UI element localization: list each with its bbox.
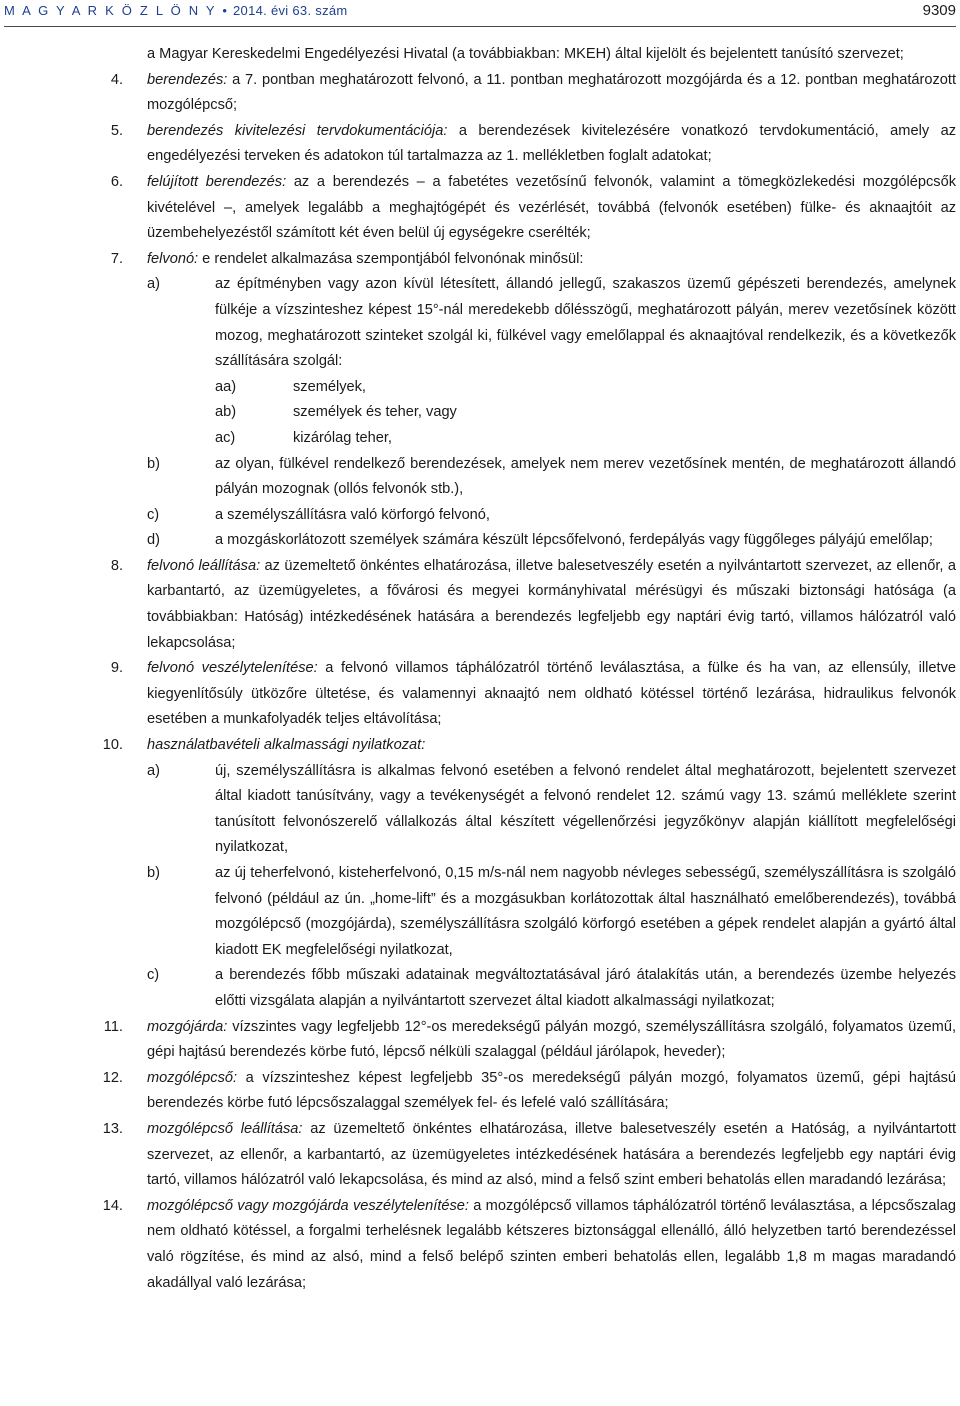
definition-item-9 <box>0 656 960 733</box>
defined-term: mozgójárda: <box>147 1018 228 1035</box>
defined-term: mozgólépcső: <box>147 1069 238 1086</box>
definition-item-13 <box>0 1117 960 1194</box>
sub-sub-item-text: személyek, <box>293 378 366 395</box>
defined-term: felvonó veszélytelenítése: <box>147 660 318 677</box>
defined-term: mozgólépcső leállítása: <box>147 1120 303 1137</box>
sub-item-10c <box>0 963 960 1014</box>
definition-item-4 <box>0 68 960 119</box>
item-number: 9. <box>110 660 123 677</box>
sub-item-text: az új teherfelvonó, kisteherfelvonó, 0,15 m/s-nál nem nagyobb névleges sebességű, személyszállításra is szolgáló felvonó (például az ún. „home-lift” és a mozgásukban korlátozottak által használható emelőberendezés), továbbá mozgólépcső (mozgójárda), személyszállításra szolgáló körforgó esetében a gépek rendelet alapján a gyártó által kiadott EK megfelelőségi nyilatkozat, <box>215 865 956 958</box>
sub-item-text: új, személyszállításra is alkalmas felvonó esetében a felvonó rendelet által meghatározott, bejelentett szervezet által kiadott tanúsítvány, vagy a tevékenységét a felvonó rendelet 12. számú vagy 13. számú melléklete szerint tanúsított felvonószerelő vállalkozás által készített végellenőrzési jegyzőkönyv alapján kiállított megfelelőségi nyilatkozat, <box>215 762 956 856</box>
sub-sub-item-label: aa) <box>215 378 237 395</box>
item-number: 13. <box>102 1120 123 1137</box>
item-number: 8. <box>110 557 123 574</box>
item-number: 6. <box>110 173 123 190</box>
sub-sub-item-text: személyek és teher, vagy <box>293 404 457 421</box>
defined-term: felújított berendezés: <box>147 173 287 190</box>
sub-item-label: b) <box>147 455 160 472</box>
sub-item-7b <box>0 452 960 503</box>
definition-item-14 <box>0 1194 960 1296</box>
definition-item-10 <box>0 733 960 759</box>
defined-term: felvonó: <box>147 250 199 267</box>
definition-text: a felvonó villamos táphálózatról történő leválasztása, a fülke és ha van, az ellensúly, illetve kiegyenlítősúly ütközőre ültetése, és valamennyi aknaajtó nem oldható kötéssel történő lezárása, hidraulikus felvonók esetében a munkafolyadék teljes eltávolítása; <box>147 660 956 728</box>
issue-label: 2014. évi 63. szám <box>233 3 348 18</box>
sub-item-label: b) <box>147 865 160 881</box>
sub-sub-item-ab <box>0 400 960 426</box>
sub-item-7d <box>0 528 960 554</box>
definition-item-8 <box>0 554 960 656</box>
definition-text: a vízszinteshez képest legfeljebb 35°-os meredekségű pályán mozgó, folyamatos üzemű, gépi hajtású berendezés körbe futó lépcsőszalaggal személyek fel- és lefelé való szállítására; <box>147 1069 956 1112</box>
sub-item-label: c) <box>147 967 160 984</box>
sub-item-7c <box>0 503 960 529</box>
item-number: 12. <box>102 1069 123 1086</box>
sub-item-label: a) <box>147 762 160 779</box>
journal-header <box>4 3 348 18</box>
defined-term: mozgólépcső vagy mozgójárda veszélytelenítése: <box>147 1197 469 1214</box>
sub-sub-item-label: ab) <box>215 404 237 421</box>
sub-item-label: d) <box>147 532 160 549</box>
definition-text: a 7. pontban meghatározott felvonó, a 11. pontban meghatározott mozgójárda és a 12. pontban meghatározott mozgólépcső; <box>147 71 956 114</box>
journal-title: M A G Y A R K Ö Z L Ö N Y <box>4 3 217 18</box>
sub-item-text: a berendezés főbb műszaki adatainak megváltoztatásával járó átalakítás után, a berendezés üzembe helyezés előtti vizsgálata alapján a nyilvántartott szervezet által kiadott alkalmassági nyilatkozat; <box>215 967 956 1009</box>
defined-term: felvonó leállítása: <box>147 557 261 574</box>
defined-term: használatbavételi alkalmassági nyilatkozat: <box>147 737 426 754</box>
definition-item-6 <box>0 170 960 247</box>
definition-item-12 <box>0 1066 960 1117</box>
sub-item-7a <box>0 272 960 374</box>
sub-sub-item-ac <box>0 426 960 452</box>
definition-text: a berendezések kivitelezésére vonatkozó tervdokumentáció, amely az engedélyezési terveken és adatokon túl tartalmazza az 1. mellékletben foglalt adatokat; <box>147 122 956 165</box>
definition-text: az üzemeltető önkéntes elhatározása, illetve balesetveszély esetén a Hatóság, a nyilvántartott szervezet, az ellenőr, a karbantartó, az üzemügyeletes intézkedésének hatására a berendezés legfeljebb egy naptári évig tartó, villamos hálózatról való lekapcsolása, és mind az alsó, mind a felső szint emberi behatolás ellen maradandó lezárása; <box>147 1120 956 1189</box>
defined-term: berendezés: <box>147 71 228 88</box>
sub-item-10a <box>0 759 960 861</box>
definition-text: az üzemeltető önkéntes elhatározása, illetve balesetveszély esetén a nyilvántartott szervezet, az ellenőr, a karbantartó, az üzemügyeletes, a fővárosi és megyei kormányhivatal mérésügyi és műszaki biztonsági hatósága (a továbbiakban: Hatóság) intézkedésének hatására a berendezés legfeljebb egy naptári évig tartó, villamos hálózatról való lekapcsolása; <box>147 557 956 651</box>
sub-item-10b <box>0 861 960 963</box>
item-number: 4. <box>110 71 123 88</box>
sub-sub-item-aa <box>0 375 960 401</box>
defined-term: berendezés kivitelezési tervdokumentációja: <box>147 122 448 139</box>
definition-text: a mozgólépcső villamos táphálózatról történő leválasztása, a lépcsőszalag nem oldható kötéssel, a forgalmi terhelésnek legalább kétszeres biztonsággal ellenálló, álló helyzetben tartó berendezéssel való rögzítése, és mind az alsó, mind a felső belépő szinten emberi behatolás ellen, legalább 1,8 m magas maradandó akadállyal való lezárása; <box>147 1197 957 1291</box>
definition-item-5 <box>0 119 960 170</box>
document-body <box>0 42 960 1296</box>
sub-item-label: a) <box>147 276 160 293</box>
sub-item-text: az olyan, fülkével rendelkező berendezések, amelyek nem merev vezetősínek mentén, de meghatározott állandó pályán mozognak (ollós felvonók stb.), <box>215 455 956 498</box>
sub-sub-item-text: kizárólag teher, <box>293 429 392 446</box>
item-number: 11. <box>103 1018 123 1035</box>
definition-continuation <box>0 42 960 68</box>
definition-text: az a berendezés – a fabetétes vezetősínű felvonók, valamint a tömegközlekedési mozgólépcsők kivételével –, amelyek legalább a meghajtógépét és vezérlését, továbbá (felvonók esetében) fülke- és aknaajtóit az üzembehelyezéstől számított két éven belül új egységekre cserélték; <box>147 173 957 242</box>
definition-text: vízszintes vagy legfeljebb 12°-os meredekségű pályán mozgó, személyszállításra szolgáló, folyamatos üzemű, gépi hajtású berendezés körbe futó, lépcső nélküli szalaggal (például járólapok, heveder); <box>147 1018 956 1061</box>
definition-text: e rendelet alkalmazása szempontjából felvonónak minősül: <box>198 250 584 267</box>
sub-sub-item-label: ac) <box>215 429 236 446</box>
item-number: 14. <box>102 1197 123 1214</box>
definition-text: a Magyar Kereskedelmi Engedélyezési Hivatal (a továbbiakban: MKEH) által kijelölt és bejelentett tanúsító szervezet; <box>147 46 904 62</box>
sub-item-text: a személyszállításra való körforgó felvonó, <box>215 506 490 523</box>
definition-item-11 <box>0 1015 960 1066</box>
sub-item-text: a mozgáskorlátozott személyek számára készült lépcsőfelvonó, ferdepályás vagy függőleges pályájú emelőlap; <box>215 532 933 549</box>
header-bullet: • <box>222 3 228 18</box>
definition-item-7 <box>0 247 960 273</box>
sub-item-label: c) <box>147 506 160 523</box>
item-number: 5. <box>110 122 123 139</box>
item-number: 7. <box>110 250 123 267</box>
page-header <box>4 0 956 27</box>
page-number: 9309 <box>922 2 956 19</box>
sub-item-text: az építményben vagy azon kívül létesített, állandó jellegű, szakaszos üzemű gépészeti berendezés, amelynek fülkéje a vízszinteshez képest 15°-nál meredekebb dőlésszögű, meghatározott pályán, merev vezetősínek között mozog, meghatározott szinteket szolgál ki, fülkével vagy emelőlappal és aknaajtóval rendelkezik, és a következők szállítására szolgál: <box>215 276 956 370</box>
item-number: 10. <box>102 737 123 754</box>
